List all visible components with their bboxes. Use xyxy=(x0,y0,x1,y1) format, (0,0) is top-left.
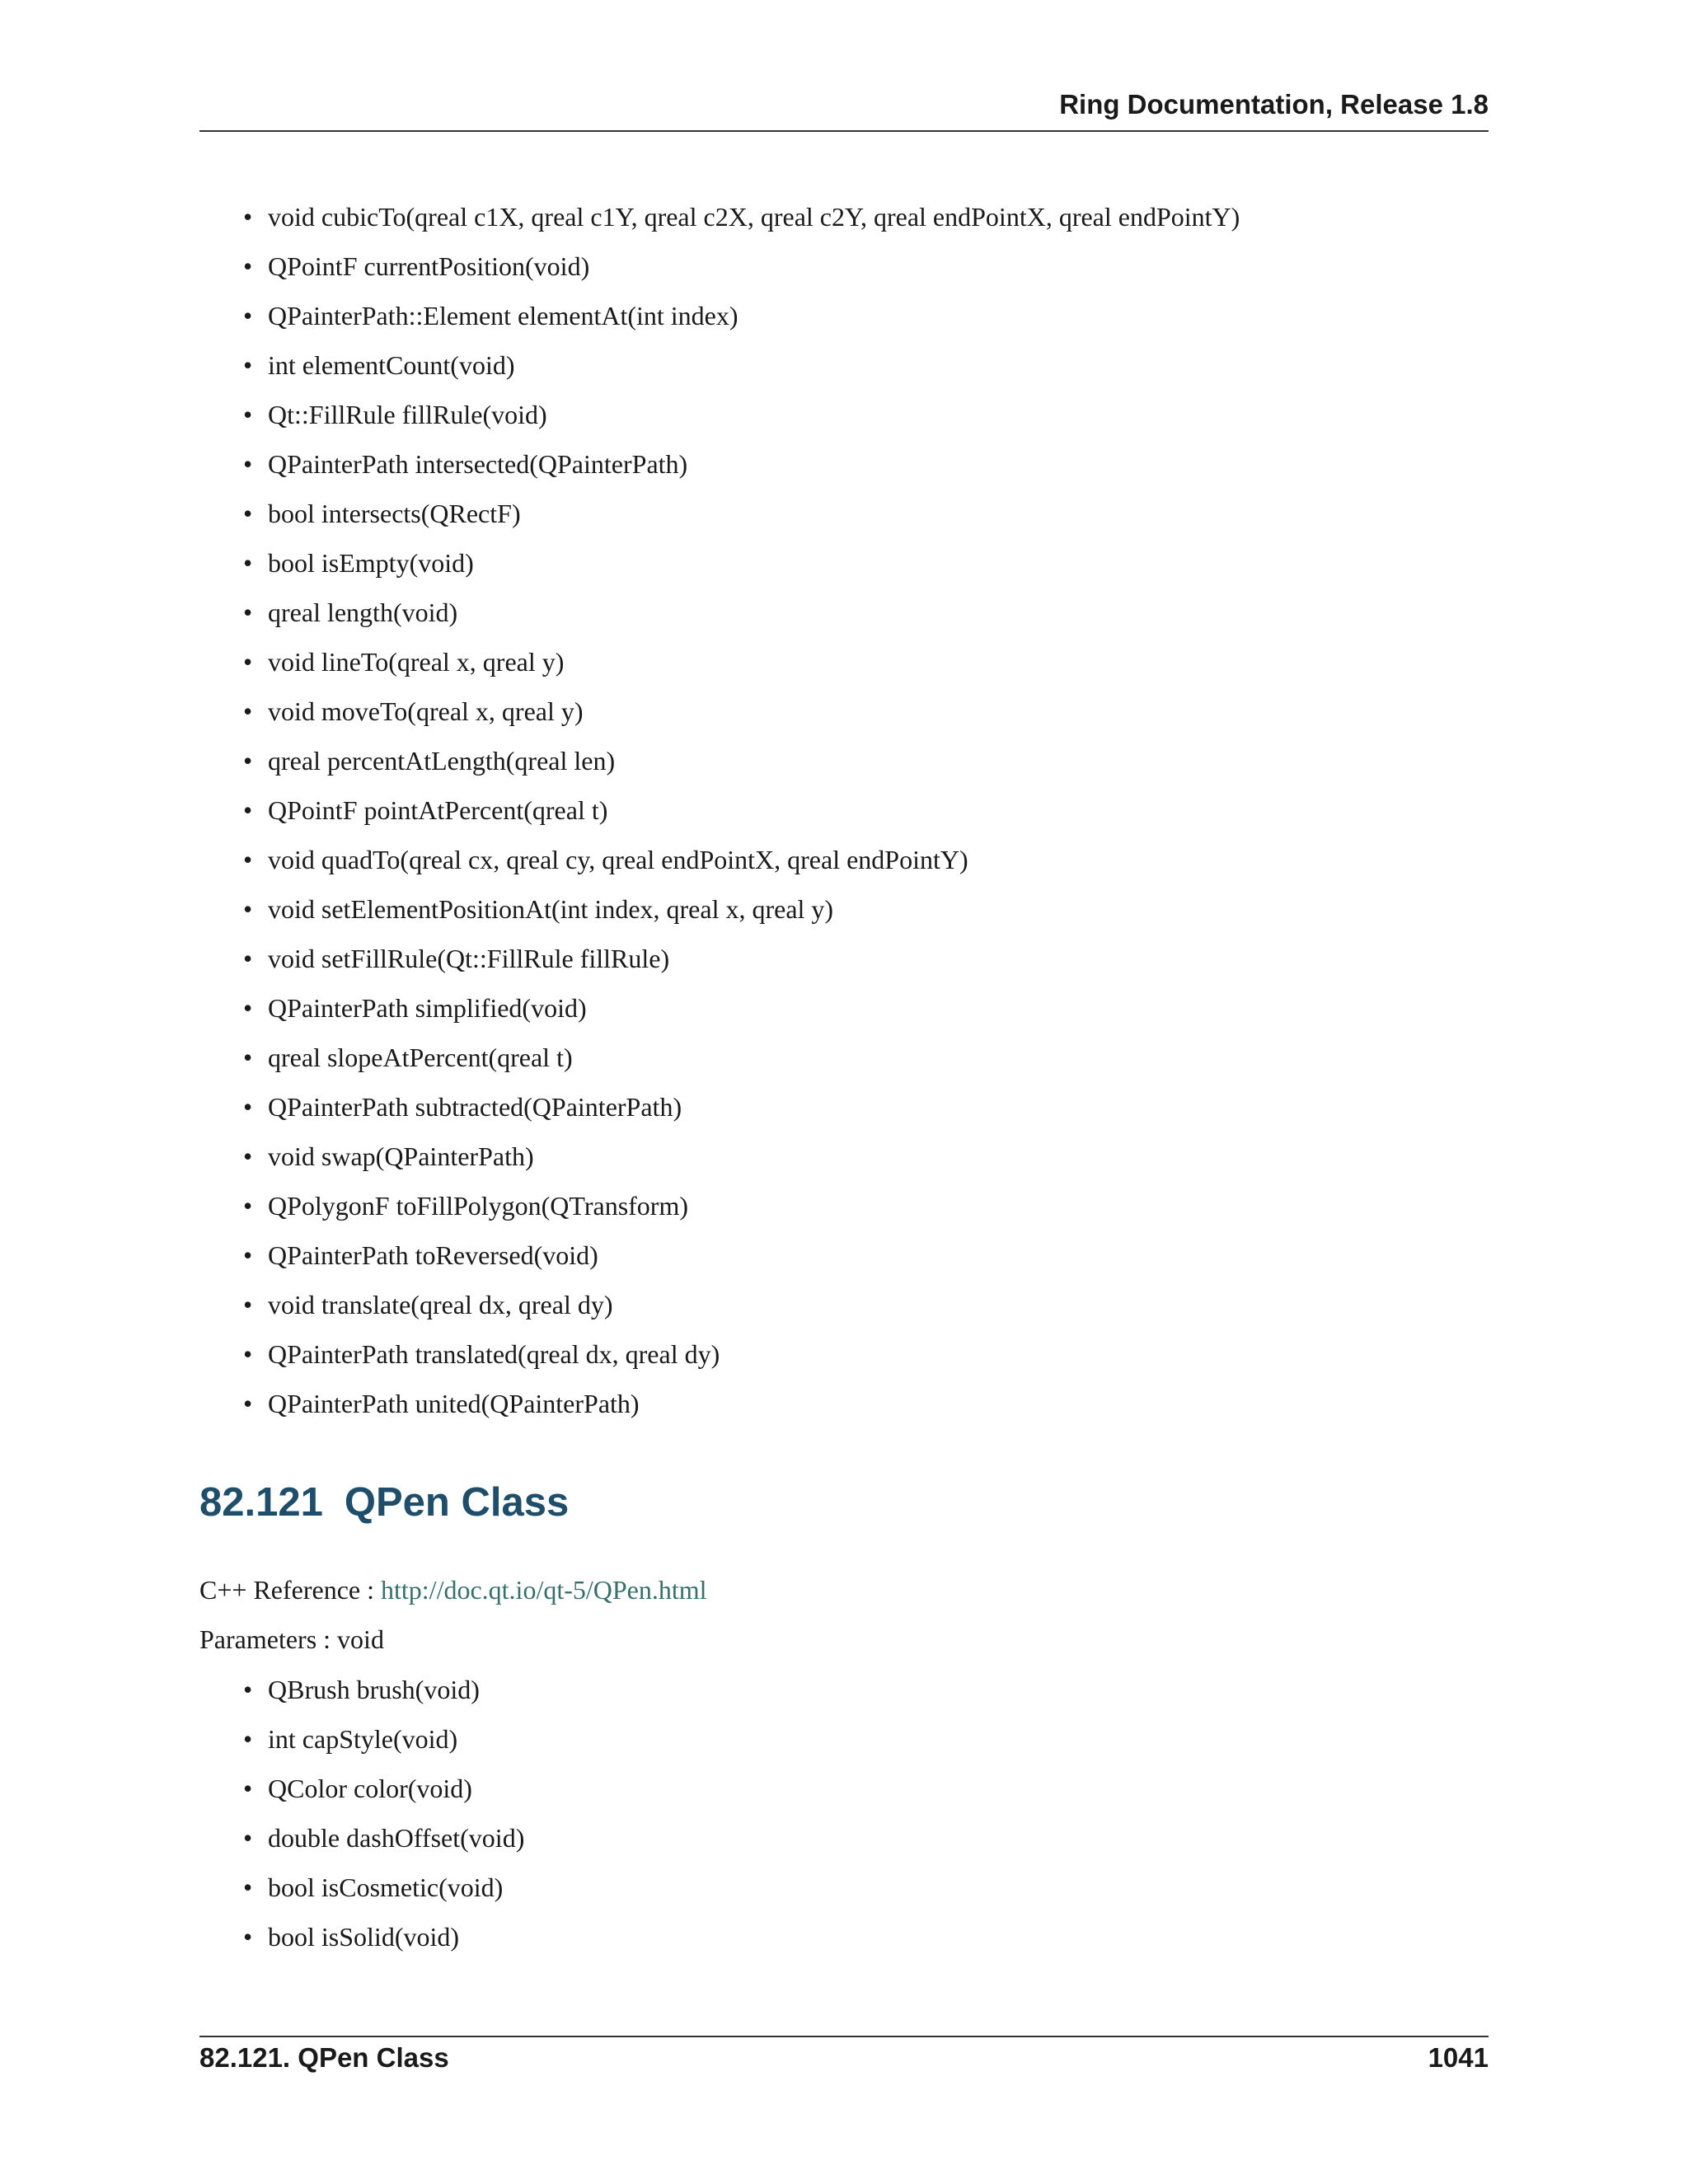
method-item: • QPainterPath subtracted(QPainterPath) xyxy=(243,1090,1240,1140)
method-list-qpainterpath xyxy=(243,200,1240,1436)
method-item: • void setFillRule(Qt::FillRule fillRule) xyxy=(243,942,1240,991)
method-list-qpen xyxy=(243,1673,524,1970)
parameters-line: Parameters : void xyxy=(199,1624,384,1654)
method-item: • QPointF pointAtPercent(qreal t) xyxy=(243,794,1240,843)
header-divider xyxy=(199,130,1489,132)
method-item: • QPainterPath simplified(void) xyxy=(243,991,1240,1041)
cpp-reference-line xyxy=(199,1573,707,1606)
footer-section: 82.121. QPen Class xyxy=(199,2042,449,2073)
method-item: • qreal percentAtLength(qreal len) xyxy=(243,744,1240,794)
method-item: • Qt::FillRule fillRule(void) xyxy=(243,398,1240,448)
section-title: QPen Class xyxy=(344,1480,570,1525)
method-item: • bool isCosmetic(void) xyxy=(243,1871,524,1920)
method-item: • bool intersects(QRectF) xyxy=(243,497,1240,546)
method-item: • void lineTo(qreal x, qreal y) xyxy=(243,645,1240,695)
method-item: • QColor color(void) xyxy=(243,1772,524,1821)
footer-divider xyxy=(199,2036,1489,2037)
method-item: • int elementCount(void) xyxy=(243,349,1240,398)
running-footer xyxy=(199,2042,1489,2074)
method-item: • qreal slopeAtPercent(qreal t) xyxy=(243,1041,1240,1090)
method-item: • qreal length(void) xyxy=(243,596,1240,645)
method-item: • QPainterPath united(QPainterPath) xyxy=(243,1387,1240,1436)
section-heading xyxy=(199,1479,569,1526)
method-item: • QPainterPath translated(qreal dx, qreal dy) xyxy=(243,1338,1240,1387)
running-header: Ring Documentation, Release 1.8 xyxy=(1059,89,1489,120)
page-number: 1041 xyxy=(1428,2042,1489,2073)
method-item: • QPointF currentPosition(void) xyxy=(243,250,1240,299)
method-item: • void translate(qreal dx, qreal dy) xyxy=(243,1288,1240,1338)
method-item: • int capStyle(void) xyxy=(243,1722,524,1772)
method-item: • double dashOffset(void) xyxy=(243,1821,524,1871)
method-item: • bool isSolid(void) xyxy=(243,1920,524,1970)
method-item: • QPainterPath::Element elementAt(int index) xyxy=(243,299,1240,349)
method-item: • bool isEmpty(void) xyxy=(243,546,1240,596)
method-item: • QPainterPath intersected(QPainterPath) xyxy=(243,448,1240,497)
reference-label: C++ Reference : xyxy=(199,1575,381,1605)
method-item: • QPolygonF toFillPolygon(QTransform) xyxy=(243,1189,1240,1239)
method-item: • void moveTo(qreal x, qreal y) xyxy=(243,695,1240,744)
method-item: • QPainterPath toReversed(void) xyxy=(243,1239,1240,1288)
method-item: • void setElementPositionAt(int index, qreal x, qreal y) xyxy=(243,893,1240,942)
method-item: • void cubicTo(qreal c1X, qreal c1Y, qreal c2X, qreal c2Y, qreal endPointX, qreal endPointY) xyxy=(243,200,1240,250)
section-number: 82.121 xyxy=(199,1480,323,1525)
method-item: • void swap(QPainterPath) xyxy=(243,1140,1240,1189)
method-item: • QBrush brush(void) xyxy=(243,1673,524,1722)
method-item: • void quadTo(qreal cx, qreal cy, qreal endPointX, qreal endPointY) xyxy=(243,843,1240,893)
reference-link[interactable]: http://doc.qt.io/qt-5/QPen.html xyxy=(381,1575,707,1605)
